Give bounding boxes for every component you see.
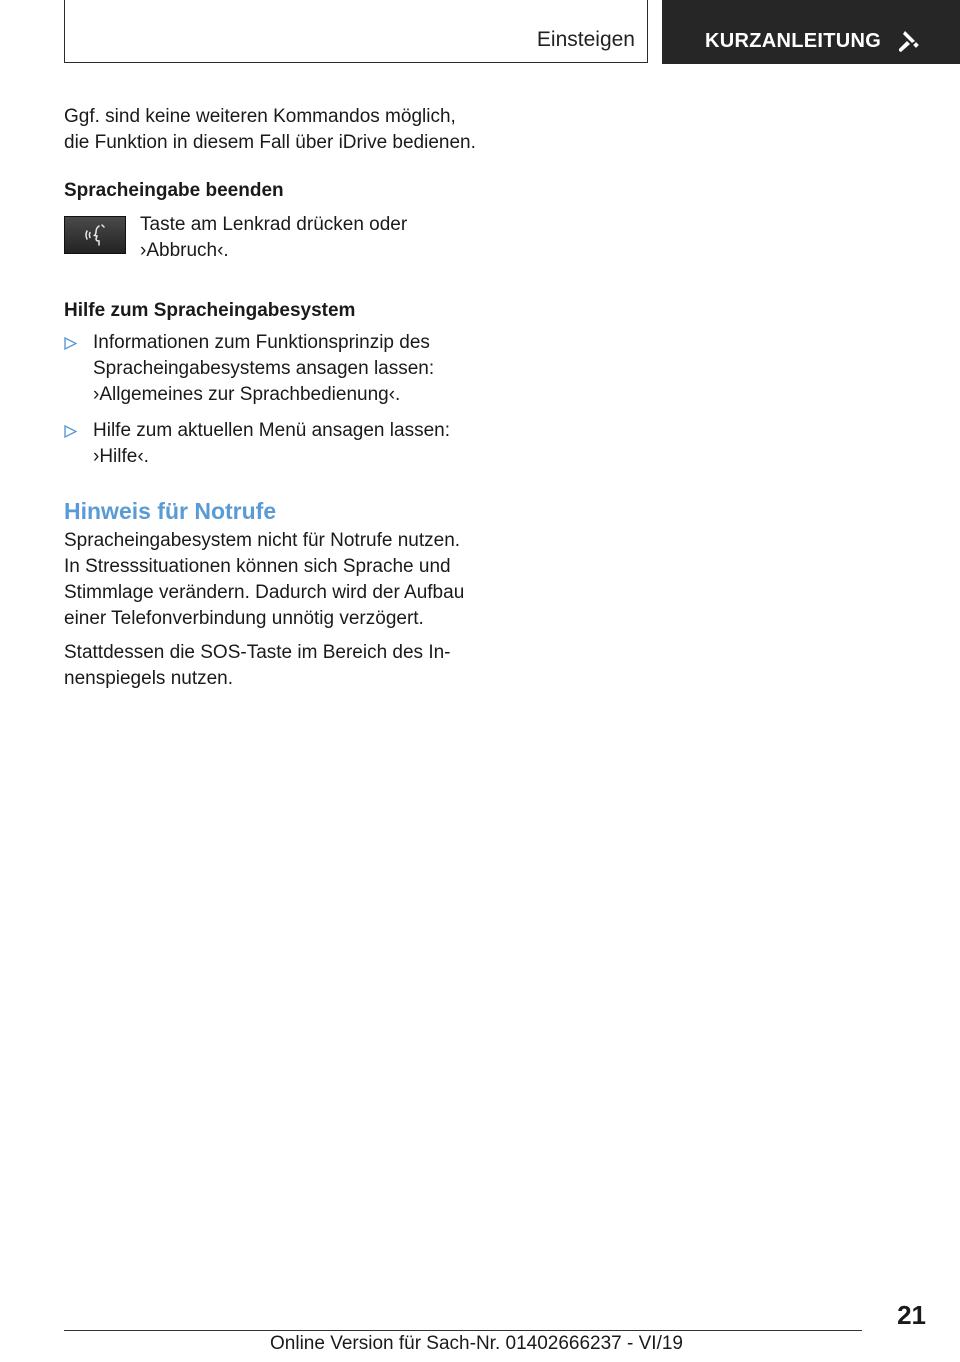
help-heading: Hilfe zum Spracheingabesystem — [64, 300, 356, 321]
list-item-line: ›Hilfe‹. — [93, 446, 149, 467]
voice-control-button-icon — [64, 216, 126, 254]
list-item-line: ›Allgemeines zur Sprachbedienung‹. — [93, 384, 401, 405]
header-section-title: Einsteigen — [536, 28, 635, 51]
list-item-line: Hilfe zum aktuellen Menü ansagen lassen: — [93, 420, 450, 441]
end-speech-text-line: Taste am Lenkrad drücken oder — [140, 214, 408, 235]
end-speech-text-line: ›Abbruch‹. — [140, 240, 229, 261]
list-item-line: Informationen zum Funktionsprinzip des — [93, 332, 430, 353]
emergency-paragraph-line: Stimmlage verändern. Dadurch wird der Aufbau — [64, 582, 465, 603]
list-item-line: Spracheingabesystems ansagen lassen: — [93, 358, 435, 379]
pin-icon — [896, 28, 922, 54]
triangle-bullet-icon — [64, 425, 77, 438]
triangle-bullet-icon — [64, 337, 77, 350]
footer-divider — [64, 1330, 862, 1331]
emergency-heading: Hinweis für Notrufe — [64, 498, 277, 524]
list-item — [64, 418, 494, 470]
emergency-paragraph-line: In Stresssituationen können sich Sprache und — [64, 556, 451, 577]
main-content — [64, 104, 494, 692]
help-list — [64, 330, 494, 470]
header-chapter-box — [662, 0, 960, 64]
emergency-paragraph-line: Spracheingabesystem nicht für Notrufe nutzen. — [64, 530, 461, 551]
emergency-paragraph-line: nenspiegels nutzen. — [64, 668, 234, 689]
header-chapter-title: KURZANLEITUNG — [705, 30, 882, 52]
list-item — [64, 330, 494, 408]
emergency-paragraph-line: Stattdessen die SOS-Taste im Bereich des In- — [64, 642, 451, 663]
end-speech-heading: Spracheingabe beenden — [64, 180, 284, 201]
footer-text: Online Version für Sach-Nr. 01402666237 - VI/19 — [270, 1333, 683, 1354]
header-section-box — [64, 0, 648, 63]
intro-line: die Funktion in diesem Fall über iDrive bedienen. — [64, 132, 476, 153]
emergency-paragraph-line: einer Telefonverbindung unnötig verzögert. — [64, 608, 424, 629]
page-number: 21 — [897, 1300, 926, 1330]
intro-line: Ggf. sind keine weiteren Kommandos möglich, — [64, 106, 456, 127]
end-speech-text — [140, 212, 407, 264]
end-speech-row — [64, 212, 494, 264]
